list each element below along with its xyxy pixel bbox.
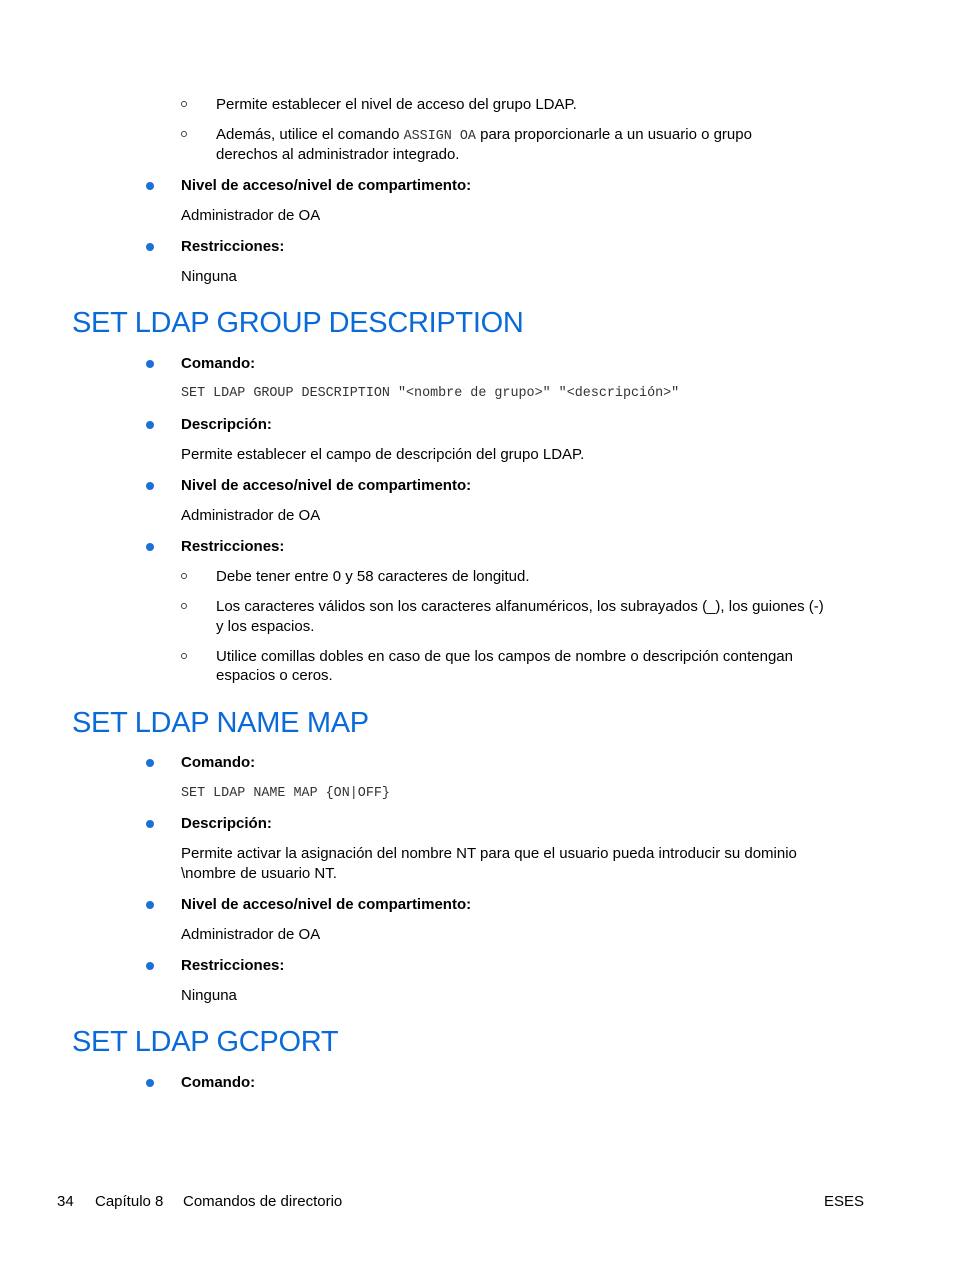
field-label: Nivel de acceso/nivel de compartimento: [181, 177, 472, 194]
field-value: Permite establecer el campo de descripción del grupo LDAP. [181, 446, 585, 463]
sub-bullet [181, 131, 187, 137]
bullet [146, 1079, 154, 1087]
sub-bullet [181, 653, 187, 659]
field-value: Ninguna [181, 987, 237, 1004]
field-label: Nivel de acceso/nivel de compartimento: [181, 477, 472, 494]
field-label: Restricciones: [181, 238, 285, 255]
sub-item-text: espacios o ceros. [216, 667, 333, 684]
field-value: Administrador de OA [181, 507, 321, 524]
field-value: \nombre de usuario NT. [181, 865, 337, 882]
bullet [146, 543, 154, 551]
field-label: Restricciones: [181, 538, 285, 555]
section-heading: SET LDAP GROUP DESCRIPTION [72, 307, 524, 339]
bullet [146, 243, 154, 251]
sub-item-text: Debe tener entre 0 y 58 caracteres de longitud. [216, 568, 530, 585]
sub-item-text: y los espacios. [216, 618, 315, 635]
field-label: Descripción: [181, 815, 272, 832]
sub-item-text: Utilice comillas dobles en caso de que los campos de nombre o descripción contengan [216, 648, 793, 665]
text-fragment: para proporcionarle a un usuario o grupo [475, 126, 752, 143]
chapter-title: Comandos de directorio [183, 1193, 343, 1210]
sub-item-text: derechos al administrador integrado. [216, 146, 460, 163]
field-value: Administrador de OA [181, 926, 321, 943]
bullet [146, 421, 154, 429]
page-number: 34 [57, 1193, 74, 1210]
bullet [146, 182, 154, 190]
sub-bullet [181, 101, 187, 107]
sub-item-text: Permite establecer el nivel de acceso del grupo LDAP. [216, 96, 577, 113]
bullet [146, 360, 154, 368]
sub-bullet [181, 603, 187, 609]
section-heading: SET LDAP NAME MAP [72, 707, 369, 739]
bullet [146, 962, 154, 970]
inline-code: ASSIGN OA [403, 129, 476, 144]
text-fragment: Además, utilice el comando [216, 126, 404, 143]
field-label: Comando: [181, 754, 256, 771]
command-syntax: SET LDAP NAME MAP {ON|OFF} [181, 786, 390, 801]
bullet [146, 482, 154, 490]
field-label: Comando: [181, 355, 256, 372]
field-value: Ninguna [181, 268, 237, 285]
sub-item-text [216, 125, 752, 147]
locale-code: ESES [824, 1193, 865, 1210]
field-label: Restricciones: [181, 957, 285, 974]
field-label: Descripción: [181, 416, 272, 433]
chapter-label: Capítulo 8 [95, 1193, 164, 1210]
section-heading: SET LDAP GCPORT [72, 1026, 339, 1058]
bullet [146, 759, 154, 767]
bullet [146, 820, 154, 828]
command-syntax: SET LDAP GROUP DESCRIPTION "<nombre de grupo>" "<descripción>" [181, 386, 680, 401]
bullet [146, 901, 154, 909]
sub-item-text: Los caracteres válidos son los caracteres alfanuméricos, los subrayados (_), los guiones (-) [216, 598, 824, 615]
field-value: Administrador de OA [181, 207, 321, 224]
sub-bullet [181, 573, 187, 579]
field-value: Permite activar la asignación del nombre NT para que el usuario pueda introducir su dominio [181, 845, 797, 862]
field-label: Comando: [181, 1074, 256, 1091]
field-label: Nivel de acceso/nivel de compartimento: [181, 896, 472, 913]
